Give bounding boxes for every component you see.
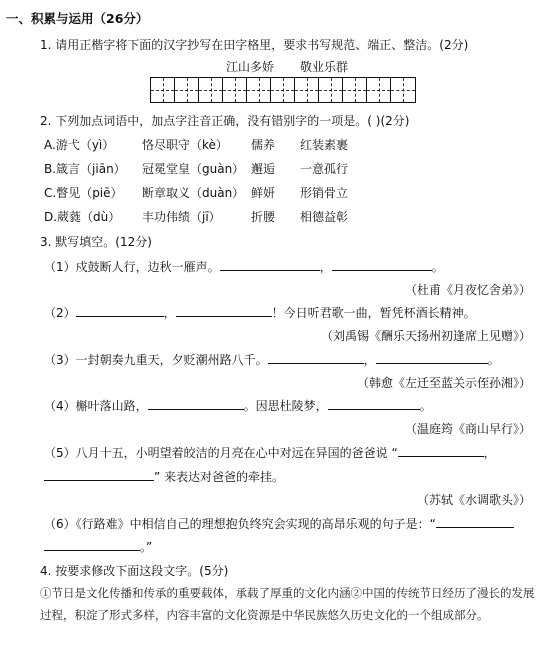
- phrase-1: 江山多娇: [226, 60, 275, 74]
- q4-paragraph: ①节日是文化传播和传承的重要载体，承载了厚重的文化内涵②中国的传统节日经历了漫长的发展过程，积淀了形式多样，内容丰富的文化资源是中华民族悠久历史文化的一个组成部分。: [40, 586, 535, 622]
- q3-item-3-post: 。: [487, 353, 500, 367]
- tianzige-grid[interactable]: [150, 77, 416, 103]
- q3-item-4-pre: （4）槲叶落山路，: [44, 399, 148, 413]
- grid-cell[interactable]: [343, 78, 367, 102]
- q3-item-2-mid: ，: [163, 306, 176, 320]
- q3-item-6-line-1: [44, 515, 514, 532]
- q3-item-3-mid: ，: [363, 353, 376, 367]
- blank[interactable]: [44, 539, 140, 551]
- blank[interactable]: [398, 445, 484, 457]
- blank[interactable]: [44, 469, 154, 481]
- q3-item-3-source: （韩愈《左迁至蓝关示侄孙湘》）: [356, 376, 531, 390]
- q3-item-4: [44, 397, 432, 414]
- option-a-word4: 红装素裹: [300, 138, 349, 152]
- grid-cell[interactable]: [319, 78, 343, 102]
- q3-item-6-text: （6）《行路难》中相信自己的理想抱负终究会实现的高昂乐观的句子是：“: [44, 517, 436, 531]
- q3-item-6-line-2: [44, 538, 152, 555]
- q3-item-1-source: （杜甫《月夜忆舍弟》）: [404, 283, 531, 297]
- q3-item-5-line-1: [44, 444, 496, 461]
- grid-cell[interactable]: [175, 78, 199, 102]
- question-3-text: 3. 默写填空。(12分): [40, 235, 152, 249]
- q3-item-2-post: ！今日听君歌一曲，暂凭杯酒长精神。: [271, 306, 476, 320]
- option-d-word3: 折腰: [251, 210, 276, 224]
- option-d-word2: 丰功伟绩（jī）: [142, 210, 221, 224]
- option-c-word1: C.瞥见（piē）: [44, 186, 123, 200]
- option-a-word2: 恪尽职守（kè）: [142, 138, 228, 152]
- option-c-word2: 断章取义（duàn）: [142, 186, 245, 200]
- phrase-2: 敬业乐群: [300, 60, 349, 74]
- question-1-text: 1. 请用正楷字将下面的汉字抄写在田字格里，要求书写规范、端正、整洁。(2分): [40, 38, 469, 52]
- option-d-word4: 相德益彰: [300, 210, 349, 224]
- q3-item-5-comma: ，: [483, 446, 496, 460]
- q3-item-4-post: 。: [419, 399, 432, 413]
- q3-item-1-pre: （1）戍鼓断人行，边秋一雁声。: [44, 260, 220, 274]
- q3-item-4-mid: 。因思杜陵梦，: [243, 399, 328, 413]
- option-a-word1: A.游弋（yì）: [44, 138, 115, 152]
- grid-cell[interactable]: [271, 78, 295, 102]
- q3-item-3: [44, 351, 500, 368]
- grid-cell[interactable]: [391, 78, 415, 102]
- option-d-word1: D.葳蕤（dù）: [44, 210, 121, 224]
- option-c-word4: 形销骨立: [300, 186, 349, 200]
- q3-item-1-mid: ，: [319, 260, 332, 274]
- blank[interactable]: [220, 259, 320, 271]
- option-b-word1: B.箴言（jiān）: [44, 162, 126, 176]
- blank[interactable]: [376, 352, 488, 364]
- q3-item-2-source: （刘禹锡《酬乐天扬州初逢席上见赠》）: [320, 329, 531, 343]
- grid-cell[interactable]: [151, 78, 175, 102]
- blank[interactable]: [176, 305, 272, 317]
- option-c-word3: 鲜妍: [251, 186, 276, 200]
- q3-item-4-source: （温庭筠《商山早行》）: [404, 422, 531, 436]
- blank[interactable]: [328, 398, 420, 410]
- option-a-word3: 儒养: [251, 138, 276, 152]
- blank[interactable]: [268, 352, 364, 364]
- q3-item-2: [44, 304, 476, 321]
- q3-item-5-source: （苏轼《水调歌头》）: [416, 493, 531, 507]
- grid-cell[interactable]: [295, 78, 319, 102]
- grid-cell[interactable]: [247, 78, 271, 102]
- q3-item-1-post: 。: [431, 260, 444, 274]
- option-b-word4: 一意孤行: [300, 162, 349, 176]
- question-4-text: 4. 按要求修改下面这段文字。(5分): [40, 564, 229, 578]
- blank[interactable]: [436, 516, 514, 528]
- section-title: 一、积累与运用（26分）: [6, 11, 149, 26]
- q3-item-6-end: 。”: [140, 540, 153, 554]
- option-b-word3: 邂逅: [251, 162, 276, 176]
- q3-item-5-text: （5）八月十五，小明望着皎洁的月亮在心中对远在异国的爸爸说 “: [44, 446, 398, 460]
- q3-item-2-pre: （2）: [44, 306, 76, 320]
- blank[interactable]: [332, 259, 432, 271]
- grid-cell[interactable]: [367, 78, 391, 102]
- option-b-word2: 冠冕堂皇（guàn）: [142, 162, 245, 176]
- q3-item-5-end: ” 来表达对爸爸的牵挂。: [154, 470, 285, 484]
- question-2-text: 2. 下列加点词语中，加点字注音正确，没有错别字的一项是。( )(2分): [40, 114, 410, 128]
- grid-cell[interactable]: [199, 78, 223, 102]
- grid-cell[interactable]: [223, 78, 247, 102]
- q3-item-1: [44, 258, 444, 275]
- blank[interactable]: [76, 305, 164, 317]
- q3-item-5-line-2: [44, 468, 284, 485]
- blank[interactable]: [148, 398, 244, 410]
- q3-item-3-pre: （3）一封朝奏九重天，夕贬潮州路八千。: [44, 353, 268, 367]
